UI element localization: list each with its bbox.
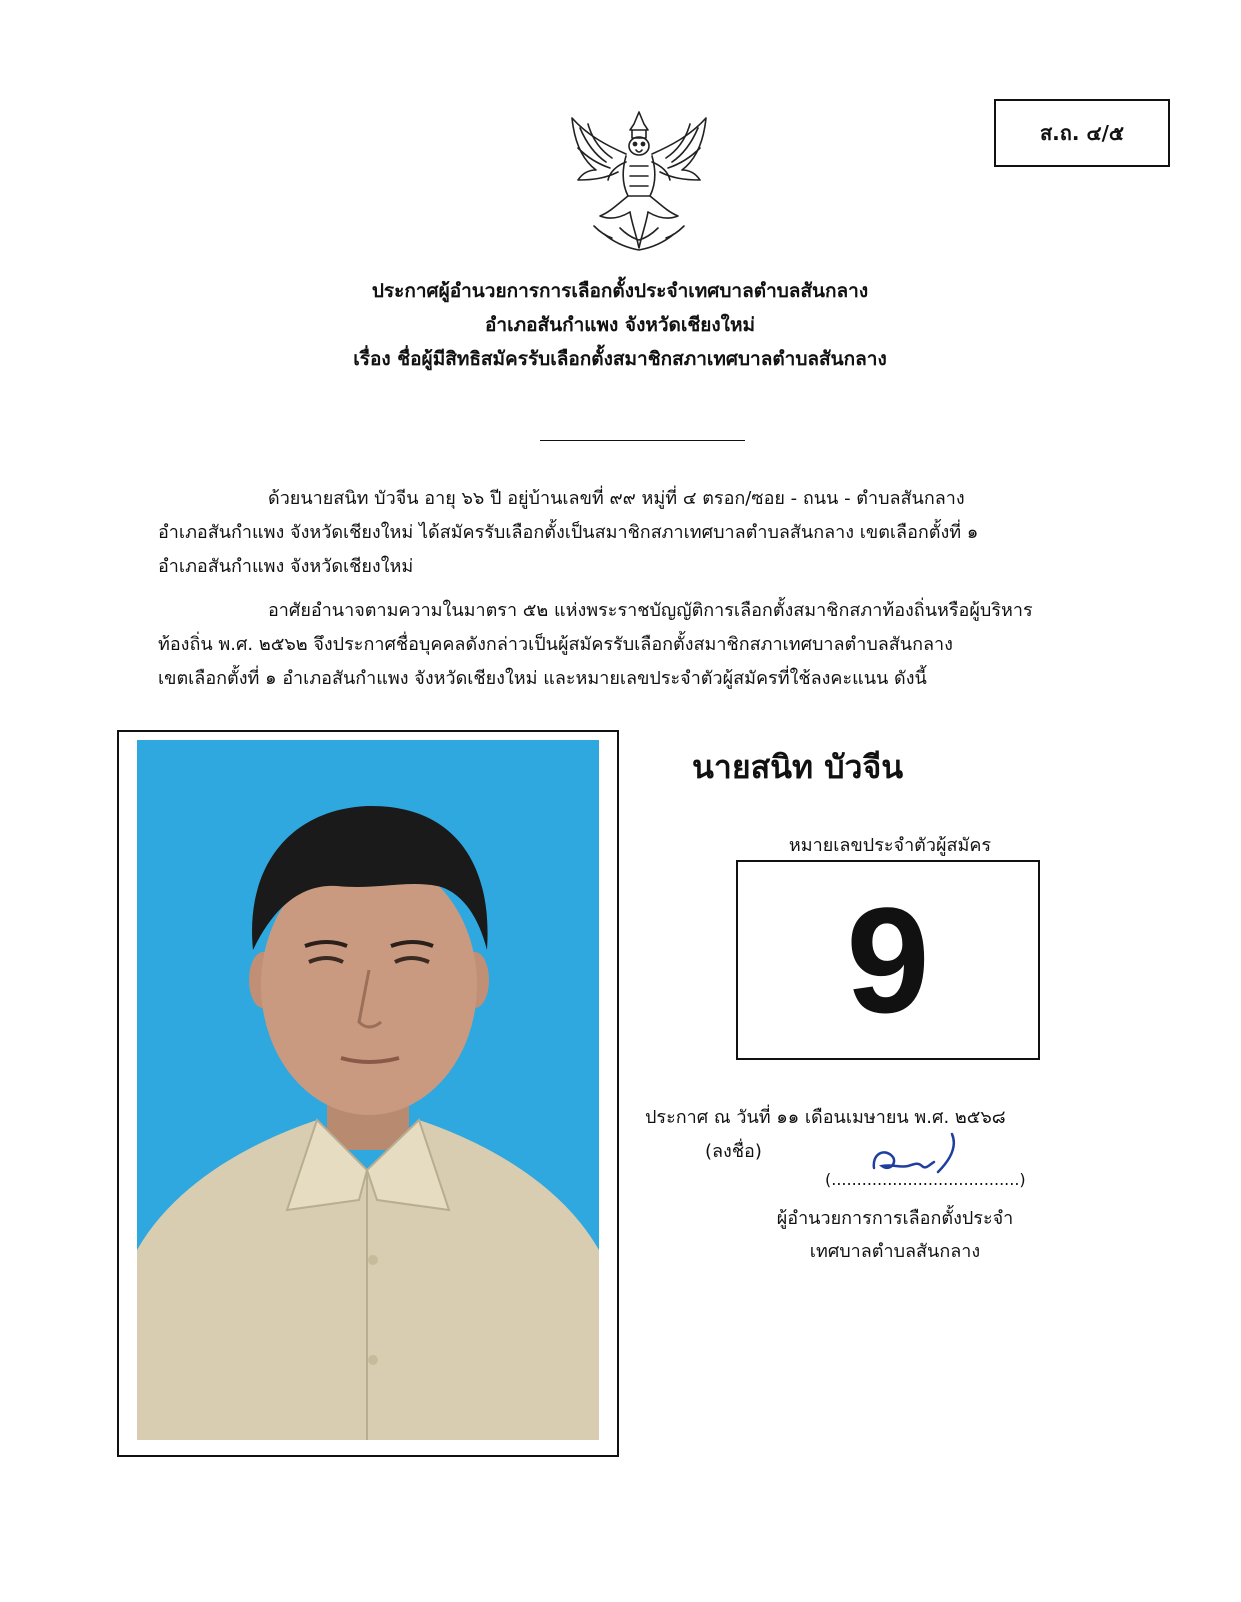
candidate-number: 9	[846, 876, 930, 1044]
heading-divider	[540, 440, 745, 441]
body-paragraph-1-line-2: อำเภอสันกำแพง จังหวัดเชียงใหม่ ได้สมัครรับเลือกตั้งเป็นสมาชิกสภาเทศบาลตำบลสันกลาง เขตเลือกตั้งที่ ๑	[158, 522, 979, 543]
candidate-photo	[137, 740, 599, 1440]
signer-title-line-1: ผู้อำนวยการการเลือกตั้งประจำ	[776, 1208, 1014, 1229]
announcement-location: อำเภอสันกำแพง จังหวัดเชียงใหม่	[485, 314, 755, 336]
signed-label: (ลงชื่อ)	[705, 1141, 762, 1162]
form-code: ส.ถ. ๔/๕	[1039, 121, 1125, 145]
signer-title-line-2: เทศบาลตำบลสันกลาง	[809, 1241, 981, 1262]
candidate-number-label: หมายเลขประจำตัวผู้สมัคร	[788, 835, 992, 856]
body-paragraph-2-line-1: อาศัยอำนาจตามความในมาตรา ๕๒ แห่งพระราชบัญญัติการเลือกตั้งสมาชิกสภาท้องถิ่นหรือผู้บริหาร	[268, 600, 1033, 621]
announcement-title: ประกาศผู้อำนวยการการเลือกตั้งประจำเทศบาลตำบลสันกลาง	[371, 280, 869, 302]
candidate-name: นายสนิท บัวจีน	[692, 748, 904, 786]
body-paragraph-1-line-1: ด้วยนายสนิท บัวจีน อายุ ๖๖ ปี อยู่บ้านเลขที่ ๙๙ หมู่ที่ ๔ ตรอก/ซอย - ถนน - ตำบลสันกลาง	[268, 488, 965, 509]
garuda-emblem-icon	[560, 108, 718, 258]
form-code-box	[994, 99, 1170, 167]
candidate-number-box	[736, 860, 1040, 1060]
signature-line: (.....................................)	[825, 1170, 1026, 1189]
announcement-subject: เรื่อง ชื่อผู้มีสิทธิสมัครรับเลือกตั้งสมาชิกสภาเทศบาลตำบลสันกลาง	[353, 348, 887, 370]
body-paragraph-2-line-3: เขตเลือกตั้งที่ ๑ อำเภอสันกำแพง จังหวัดเชียงใหม่ และหมายเลขประจำตัวผู้สมัครที่ใช้ลงคะแนน ดังนี้	[158, 668, 927, 689]
body-paragraph-1-line-3: อำเภอสันกำแพง จังหวัดเชียงใหม่	[158, 556, 414, 577]
announcement-date: ประกาศ ณ วันที่ ๑๑ เดือนเมษายน พ.ศ. ๒๕๖๘	[645, 1107, 1006, 1128]
body-paragraph-2-line-2: ท้องถิ่น พ.ศ. ๒๕๖๒ จึงประกาศชื่อบุคคลดังกล่าวเป็นผู้สมัครรับเลือกตั้งสมาชิกสภาเทศบาลตำบลสันกลาง	[158, 634, 953, 655]
